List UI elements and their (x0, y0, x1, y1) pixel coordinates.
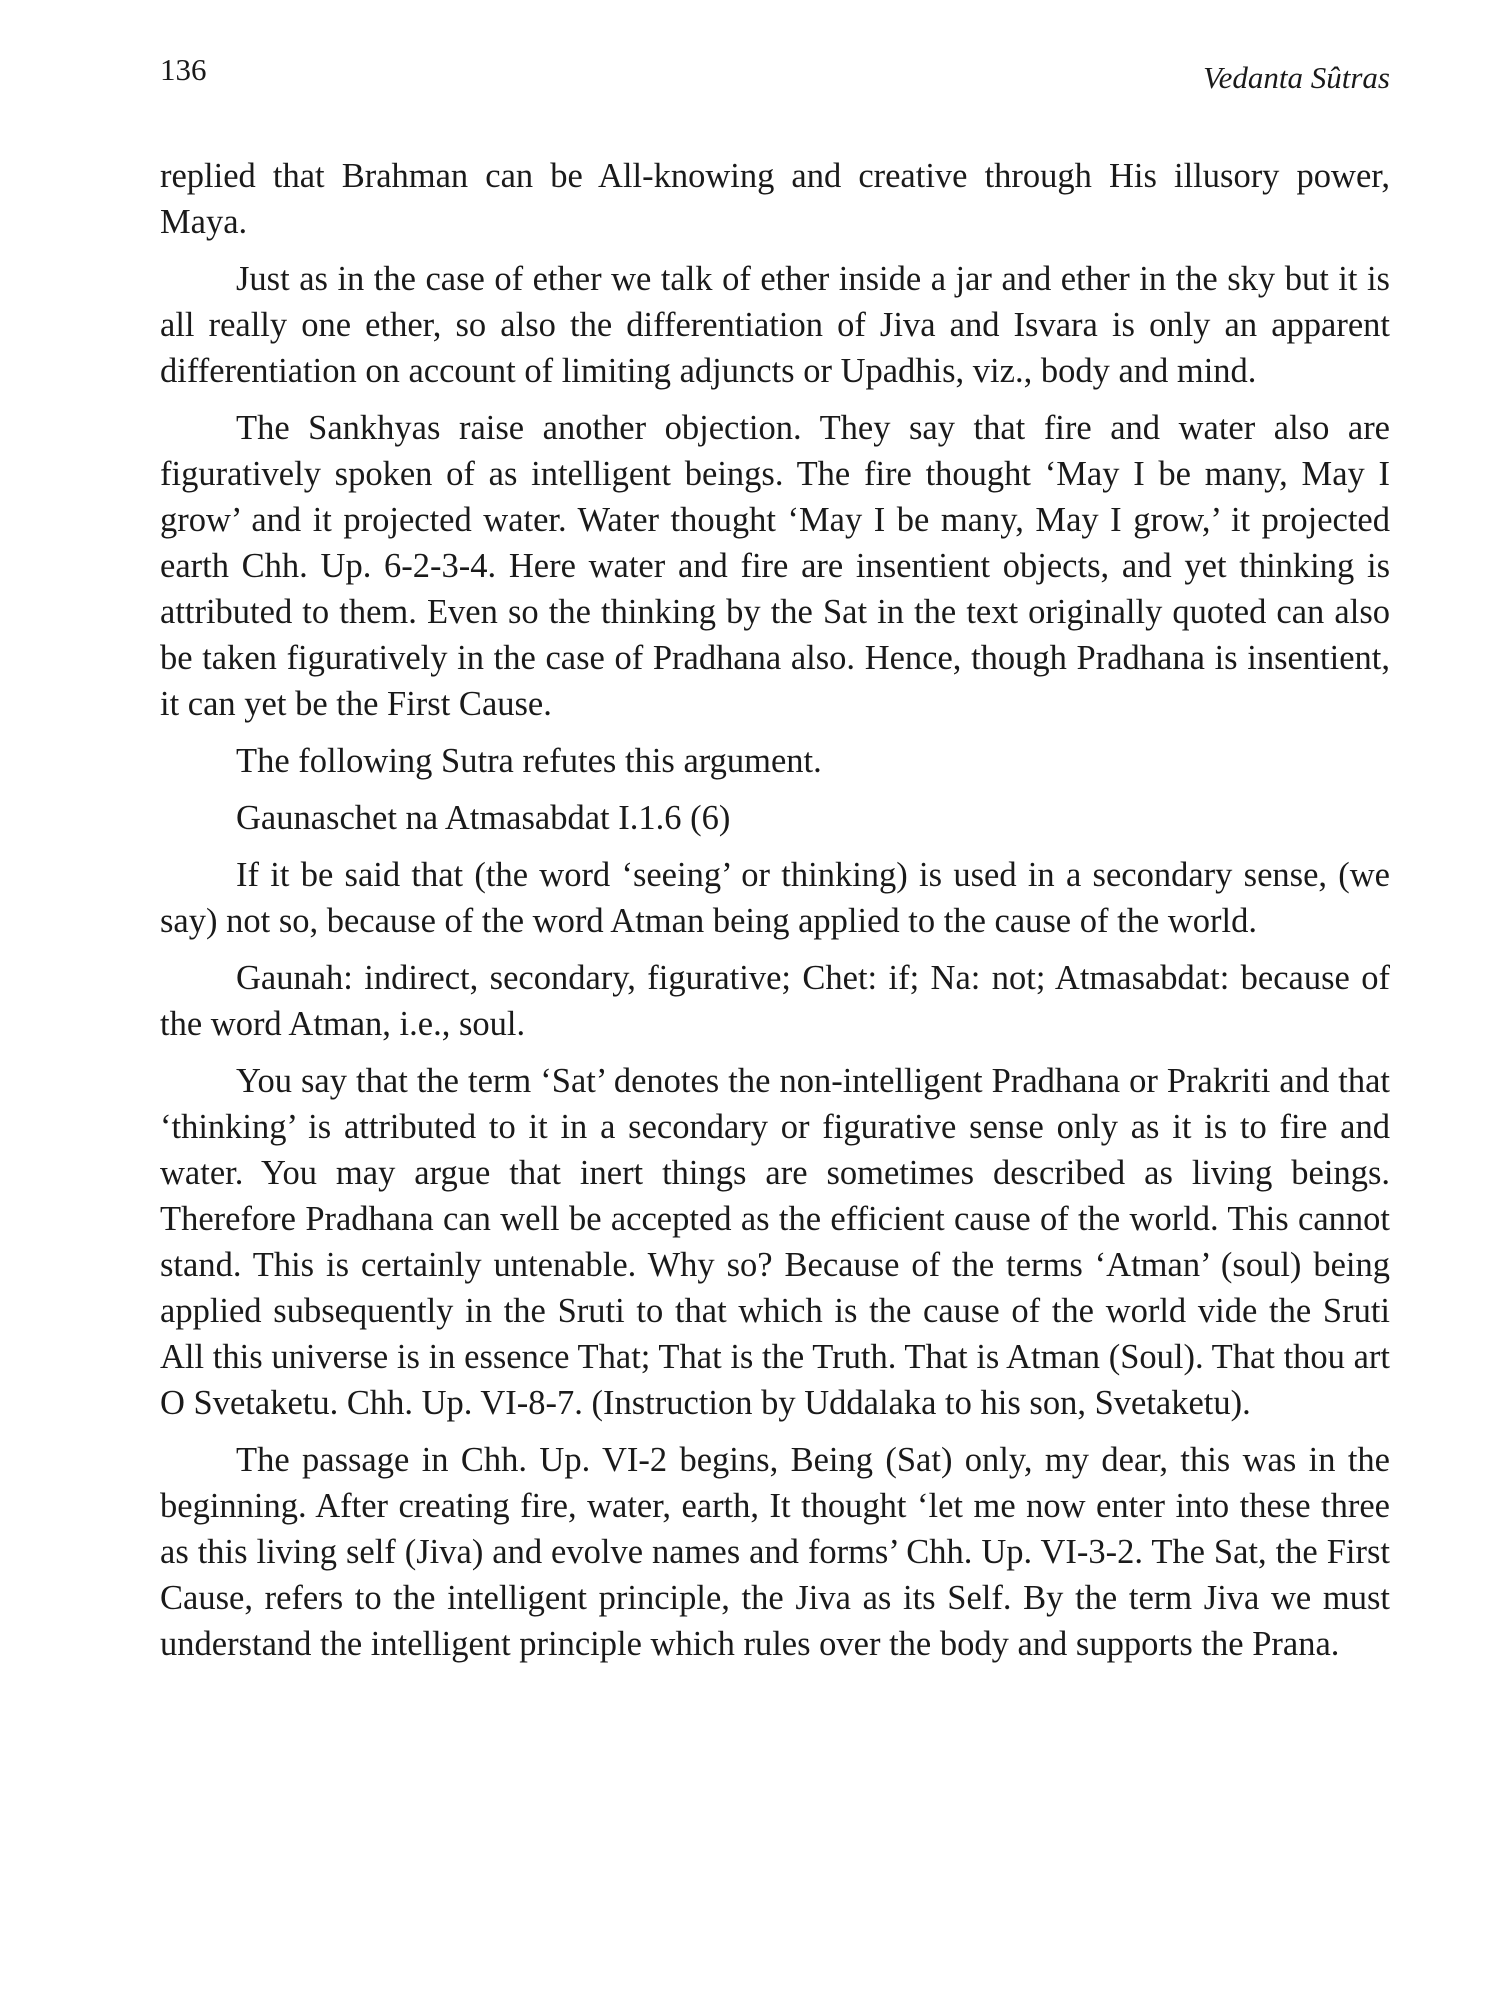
page-number: 136 (160, 52, 207, 87)
paragraph-sankhya-objection: The Sankhyas raise another objection. They say that fire and water also are figuratively spoken of as intelligent beings. The fire thought ‘May I be many, May I grow’ and it projected water. Water thought ‘May I be many, May I grow,’ it projected earth Chh. Up. 6-2-3-4. Here water and fire are insentient objects, and yet thinking is attributed to them. Even so the thinking by the Sat in the text originally quoted can also be taken figuratively in the case of Pradhana also. Hence, though Pradhana is insentient, it can yet be the First Cause. (160, 409, 1390, 723)
paragraph-commentary: You say that the term ‘Sat’ denotes the non-intelligent Pradhana or Prakriti and that ‘thinking’ is attributed to it in a secondary or figurative sense only as it is to fire and water. You may argue that inert things are sometimes described as living beings. Therefore Pradhana can well be accepted as the efficient cause of the world. This cannot stand. This is certainly untenable. Why so? Because of the terms ‘Atman’ (soul) being applied subsequently in the Sruti to that which is the cause of the world vide the Sruti All this universe is in essence That; That is the Truth. That is Atman (Soul). That thou art O Svetaketu. Chh. Up. VI-8-7. (Instruction by Uddalaka to his son, Svetaketu). (160, 1062, 1390, 1422)
running-title: Vedanta Sûtras (1203, 60, 1390, 95)
sutra-text: Gaunaschet na Atmasabdat I.1.6 (6) (236, 799, 731, 837)
paragraph-ether-analogy: Just as in the case of ether we talk of ether inside a jar and ether in the sky but it is all really one ether, so also the differentiation of Jiva and Isvara is only an apparent differentiation on account of limiting adjuncts or Upadhis, viz., body and mind. (160, 260, 1390, 390)
paragraph-sutra-intro: The following Sutra refutes this argument. (236, 742, 822, 780)
paragraph-chandogya-passage: The passage in Chh. Up. VI-2 begins, Being (Sat) only, my dear, this was in the beginning. After creating fire, water, earth, It thought ‘let me now enter into these three as this living self (Jiva) and evolve names and forms’ Chh. Up. VI-3-2. The Sat, the First Cause, refers to the intelligent principle, the Jiva as its Self. By the term Jiva we must understand the intelligent principle which rules over the body and supports the Prana. (160, 1441, 1390, 1663)
page-header (160, 52, 1390, 100)
paragraph-sutra-translation: If it be said that (the word ‘seeing’ or thinking) is used in a secondary sense, (we say) not so, because of the word Atman being applied to the cause of the world. (160, 856, 1390, 940)
paragraph-word-meanings: Gaunah: indirect, secondary, figurative; Chet: if; Na: not; Atmasabdat: because of the word Atman, i.e., soul. (160, 959, 1390, 1043)
paragraph-continuation: replied that Brahman can be All-knowing and creative through His illusory power, Maya. (160, 157, 1390, 241)
page-body (160, 153, 1390, 1678)
